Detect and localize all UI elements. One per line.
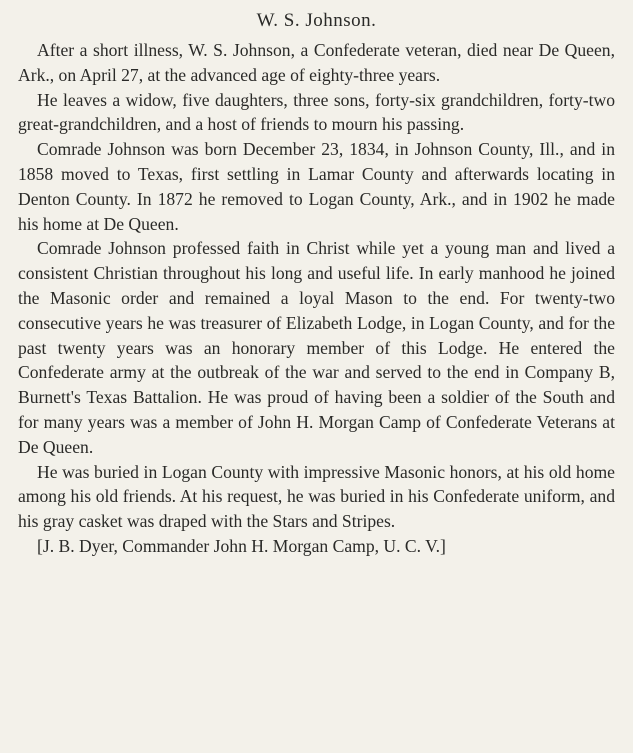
paragraph-life: Comrade Johnson professed faith in Christ while yet a young man and lived a consistent Christian throughout his long and useful life. In early manhood he joined the Masonic order and remained a loyal Mason to the end. For twenty-two consecutive years he was treasurer of Elizabeth Lodge, in Logan County, and for the past twenty years was an honorary member of this Lodge. He entered the Confederate army at the outbreak of the war and served to the end in Company B, Burnett's Texas Battalion. He was proud of having been a soldier of the South and for many years was a member of John H. Morgan Camp of Confederate Veterans at De Queen. [18, 238, 615, 457]
paragraph-burial: He was buried in Logan County with impressive Masonic honors, at his old home among his old friends. At his request, he was buried in his Confederate uniform, and his gray casket was draped with the Stars and Stripes. [18, 461, 615, 532]
article-title: W. S. Johnson. [256, 10, 377, 31]
signature-line: [J. B. Dyer, Commander John H. Morgan Camp, U. C. V.] [37, 535, 446, 556]
paragraph-birth: Comrade Johnson was born December 23, 1834, in Johnson County, Ill., and in 1858 moved to Texas, first settling in Lamar County and afterwards locating in Denton County. In 1872 he removed to Logan County, Ark., and in 1902 he made his home at De Queen. [18, 139, 615, 234]
paragraph-illness: After a short illness, W. S. Johnson, a Confederate veteran, died near De Queen, Ark., on April 27, at the advanced age of eighty-three years. [18, 40, 615, 85]
paragraph-survivors: He leaves a widow, five daughters, three sons, forty-six grandchildren, forty-two great-grandchildren, and a host of friends to mourn his passing. [18, 89, 615, 135]
